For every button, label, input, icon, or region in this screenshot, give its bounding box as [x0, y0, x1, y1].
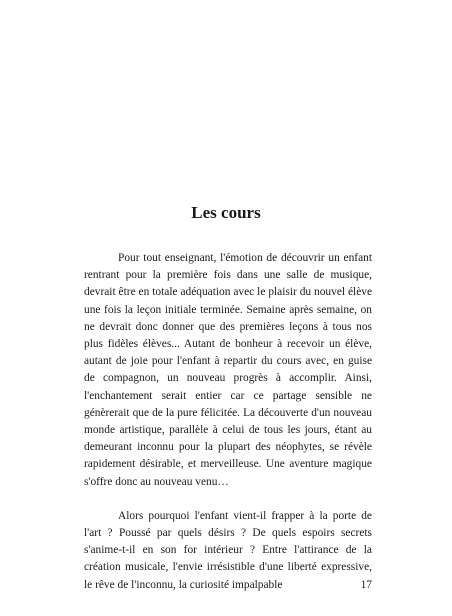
paragraph-2: Alors pourquoi l'enfant vient-il frapper à la porte de l'art ? Poussé par quels désirs ? De quels espoirs secrets s'anime-t-il en son for intérieur ? Entre l'attirance de la création musicale, l'envie irrésistible d'une liberté expressive, le rêve de l'inconnu, la curiosité impalpable [84, 509, 372, 591]
body-text [84, 250, 372, 594]
paragraph-1: Pour tout enseignant, l'émotion de découvrir un enfant rentrant pour la première fois dans une salle de musique, devrait être en totale adéquation avec le plaisir du nouvel élève une fois la leçon initiale terminée. Semaine après semaine, on ne devrait donc donner que des premières leçons à tous nos plus fidèles élèves... Autant de bonheur à recevoir un élève, autant de joie pour l'enfant à repartir du cours avec, en guise de compagnon, un nouveau progrès à accomplir. Ainsi, l'enchantement serait entier car ce partage sensible ne génèrerait que de la pure félicitée. La découverte d'un nouveau monde artistique, parallèle à celui de tous les jours, étant au demeurant inconnu pour la plupart des néophytes, se révèle rapidement désirable, et merveilleuse. Une aventure magique s'offre donc au nouveau venu… [84, 252, 372, 488]
page-number: 17 [360, 579, 372, 591]
chapter-title: Les cours [191, 203, 261, 222]
